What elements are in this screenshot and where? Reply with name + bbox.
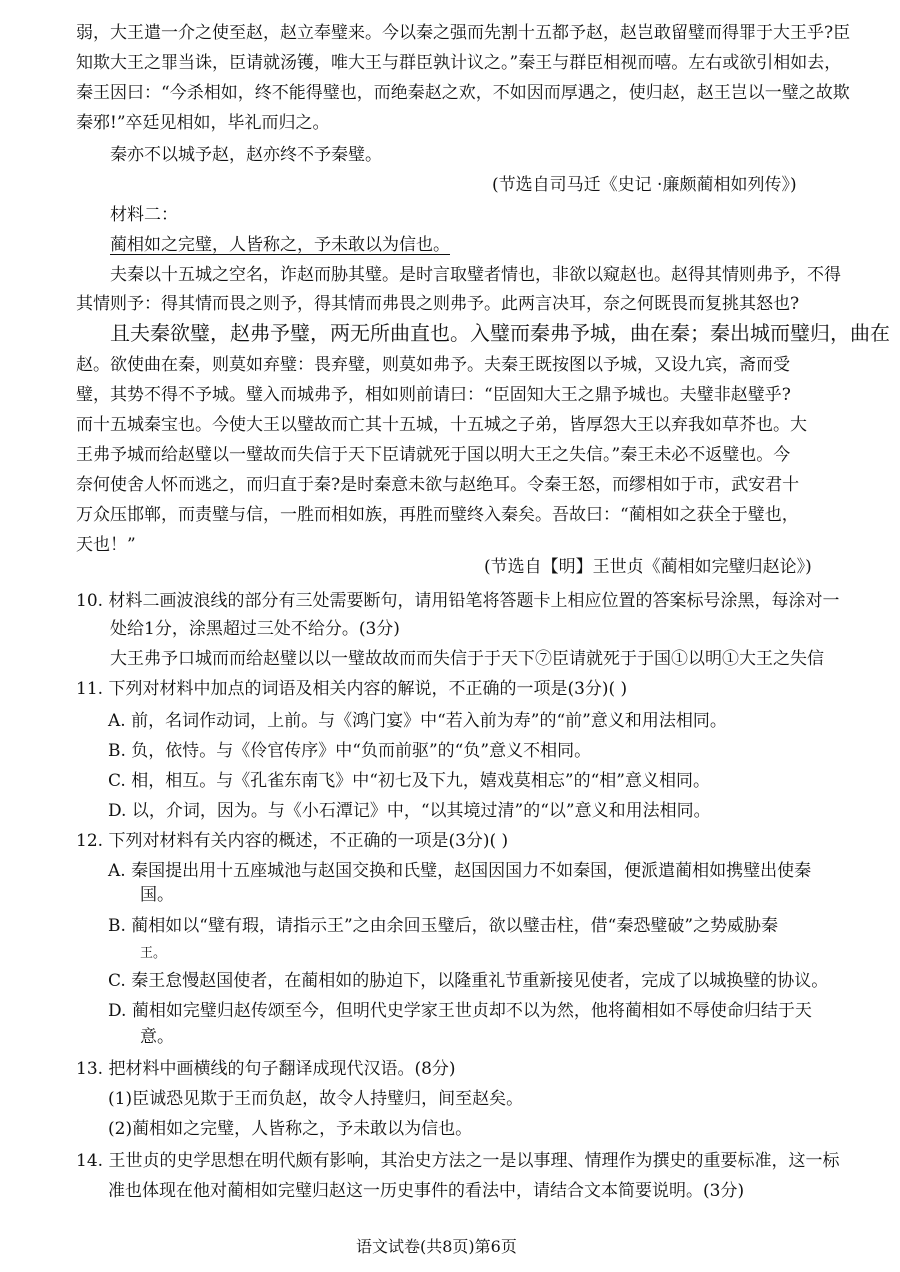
- source-citation: (节选自司马迁《史记 ·廉颇蔺相如列传》): [492, 175, 797, 195]
- text-line: 且夫秦欲璧，赵弗予璧，两无所曲直也。入璧而秦弗予城，曲在秦；秦出城而璧归，曲在: [110, 321, 890, 345]
- option-c: C. 相，相互。与《孔雀东南飞》中“初七及下九，嬉戏莫相忘”的“相”意义相同。: [108, 771, 710, 791]
- question-13: 13. 把材料中画横线的句子翻译成现代汉语。(8分): [76, 1059, 456, 1079]
- question-14: 14. 王世贞的史学思想在明代颇有影响，其治史方法之一是以事理、情理作为撰史的重要标准，这一标: [76, 1151, 840, 1171]
- text-line: 秦邪!”卒廷见相如，毕礼而归之。: [76, 113, 330, 133]
- source-citation: (节选自【明】王世贞《蔺相如完璧归赵论》): [484, 557, 812, 577]
- question-14-cont: 准也体现在他对蔺相如完璧归赵这一历史事件的看法中，请结合文本简要说明。(3分): [108, 1181, 745, 1201]
- question-10-sentence: 大王弗予口城而而给赵璧以以一璧故故而而失信于于天下⑦臣请就死于于国①以明①大王之失信: [110, 649, 824, 669]
- text-line: 知欺大王之罪当诛，臣请就汤镬，唯大王与群臣孰计议之。”秦王与群臣相视而嘻。左右或欲引相如去，: [76, 53, 842, 73]
- option-d: D. 以，介词，因为。与《小石潭记》中，“以其境过清”的“以”意义和用法相同。: [108, 801, 711, 821]
- text-line: 秦亦不以城予赵，赵亦终不予秦璧。: [110, 145, 382, 165]
- option-a-cont: 国。: [140, 885, 174, 905]
- question-12: 12. 下列对材料有关内容的概述，不正确的一项是(3分)( ): [76, 831, 509, 851]
- text-line: 奈何使舍人怀而逃之，而归直于秦?是时秦意未欲与赵绝耳。令秦王怒，而缪相如于市，武安君十: [76, 475, 800, 495]
- option-c: C. 秦王怠慢赵国使者，在蔺相如的胁迫下，以隆重礼节重新接见使者，完成了以城换璧的协议。: [108, 971, 829, 991]
- page-footer: 语文试卷(共8页)第6页: [356, 1237, 517, 1256]
- question-13-part-1: (1)臣诚恐见欺于王而负赵，故令人持璧归，间至赵矣。: [108, 1089, 524, 1109]
- text-line: 秦王因曰：“今杀相如，终不能得璧也，而绝秦赵之欢，不如因而厚遇之，使归赵，赵王岂以一璧之故欺: [76, 83, 850, 103]
- text-line: 璧，其势不得不予城。璧入而城弗予，相如则前请曰：“臣固知大王之鼎予城也。夫璧非赵璧乎?: [76, 385, 791, 405]
- text-line: 其情则予：得其情而畏之则予，得其情而弗畏之则弗予。此两言决耳，奈之何既畏而复挑其怒也?: [76, 294, 800, 314]
- section-heading: 材料二：: [110, 205, 178, 225]
- option-a: A. 秦国提出用十五座城池与赵国交换和氏璧，赵国因国力不如秦国，便派遣蔺相如携璧出使秦: [108, 861, 812, 881]
- option-d-cont: 意。: [140, 1027, 174, 1047]
- text-line: 万众压邯郸，而责璧与信，一胜而相如族，再胜而璧终入秦矣。吾故曰：“蔺相如之获全于璧也，: [76, 505, 799, 525]
- question-13-part-2: (2)蔺相如之完璧，人皆称之，予未敢以为信也。: [108, 1119, 473, 1139]
- underlined-sentence: 蔺相如之完璧，人皆称之，予未敢以为信也。: [110, 235, 450, 255]
- option-a: A. 前，名词作动词，上前。与《鸿门宴》中“若入前为寿”的“前”意义和用法相同。: [108, 711, 727, 731]
- text-line: 王弗予城而给赵璧以一璧故而失信于天下臣请就死于国以明大王之失信。”秦王未必不返璧也。今: [76, 445, 791, 465]
- question-10-cont: 处给1分，涂黑超过三处不给分。(3分): [110, 619, 400, 639]
- text-line: 夫秦以十五城之空名，诈赵而胁其璧。是时言取璧者情也，非欲以窥赵也。赵得其情则弗予，不得: [110, 265, 841, 285]
- option-b-cont: 王。: [140, 946, 167, 961]
- question-11: 11. 下列对材料中加点的词语及相关内容的解说，不正确的一项是(3分)( ): [76, 679, 628, 699]
- option-d: D. 蔺相如完璧归赵传颂至今，但明代史学家王世贞却不以为然，他将蔺相如不辱使命归结于天: [108, 1001, 812, 1021]
- question-10: 10. 材料二画波浪线的部分有三处需要断句，请用铅笔将答题卡上相应位置的答案标号涂黑，每涂对一: [76, 591, 840, 611]
- text-line: 弱，大王遣一介之使至赵，赵立奉璧来。今以秦之强而先割十五都予赵，赵岂敢留璧而得罪于大王乎?臣: [76, 23, 851, 43]
- option-b: B. 负，依恃。与《伶官传序》中“负而前驱”的“负”意义不相同。: [108, 741, 592, 761]
- text-line: 赵。欲使曲在秦，则莫如弃璧：畏弃璧，则莫如弗予。夫秦王既按图以予城，又设九宾，斋而受: [76, 355, 790, 375]
- text-line: 而十五城秦宝也。今使大王以璧故而亡其十五城，十五城之子弟，皆厚怨大王以弃我如草芥也。大: [76, 415, 807, 435]
- option-b: B. 蔺相如以“璧有瑕，请指示王”之由余回玉璧后，欲以璧击柱，借“秦恐璧破”之势威胁秦: [108, 916, 779, 936]
- text-line: 天也！”: [76, 535, 136, 555]
